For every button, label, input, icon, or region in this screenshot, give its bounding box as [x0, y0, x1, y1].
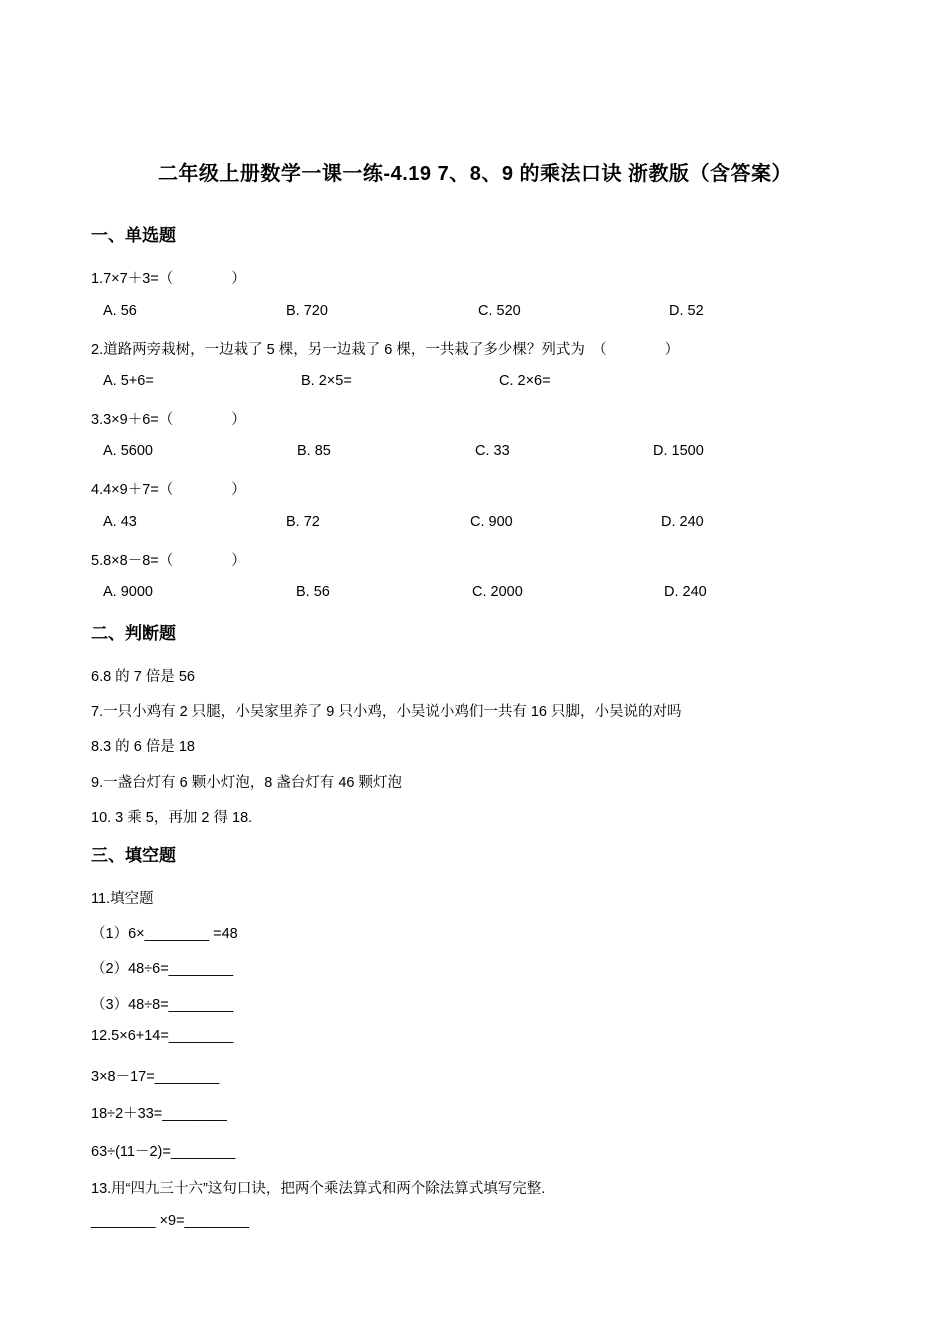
question-5-option-b: B. 56	[296, 584, 330, 600]
fill-question-11-stem: 11.填空题	[91, 891, 154, 907]
judge-question-6: 6.8 的 7 倍是 56	[91, 669, 195, 685]
question-3-stem: 3.3×9＋6=（ ）	[91, 412, 246, 428]
judge-question-9: 9.一盏台灯有 6 颗小灯泡，8 盏台灯有 46 颗灯泡	[91, 775, 402, 791]
question-5-option-d: D. 240	[664, 584, 707, 600]
section-heading-single-choice: 一、单选题	[91, 226, 176, 245]
judge-question-8: 8.3 的 6 倍是 18	[91, 739, 195, 755]
judge-question-7: 7.一只小鸡有 2 只腿，小吴家里养了 9 只小鸡，小吴说小鸡们一共有 16 只脚，小吴说的对吗	[91, 704, 682, 720]
question-3-option-c: C. 33	[475, 443, 510, 459]
question-4-option-b: B. 72	[286, 514, 320, 530]
fill-question-12-line-1: 12.5×6+14=________	[91, 1028, 234, 1044]
document-title: 二年级上册数学一课一练-4.19 7、8、9 的乘法口诀 浙教版（含答案）	[157, 163, 793, 185]
fill-question-12-line-4: 63÷(11－2)=________	[91, 1144, 236, 1160]
question-5-stem: 5.8×8－8=（ ）	[91, 553, 246, 569]
question-2-option-b: B. 2×5=	[301, 373, 352, 389]
question-1-option-b: B. 720	[286, 303, 328, 319]
question-4-option-a: A. 43	[103, 514, 137, 530]
question-2-option-c: C. 2×6=	[499, 373, 551, 389]
question-4-option-d: D. 240	[661, 514, 704, 530]
section-heading-fill-in: 三、填空题	[91, 846, 176, 865]
fill-question-11-part-1: （1）6×________ =48	[91, 926, 238, 942]
question-1-stem: 1.7×7＋3=（ ）	[91, 271, 246, 287]
question-1-option-a: A. 56	[103, 303, 137, 319]
question-5-option-a: A. 9000	[103, 584, 153, 600]
fill-question-11-part-2: （2）48÷6=________	[91, 961, 234, 977]
question-2-stem: 2.道路两旁栽树，一边栽了 5 棵，另一边栽了 6 棵，一共栽了多少棵？列式为 （ ）	[91, 342, 680, 358]
question-1-option-d: D. 52	[669, 303, 704, 319]
fill-question-12-line-2: 3×8－17=________	[91, 1069, 220, 1085]
fill-question-13-line-1: ________ ×9=________	[91, 1213, 250, 1229]
section-heading-true-false: 二、判断题	[91, 624, 176, 643]
question-3-option-b: B. 85	[297, 443, 331, 459]
fill-question-13-stem: 13.用“四九三十六”这句口诀，把两个乘法算式和两个除法算式填写完整.	[91, 1181, 546, 1197]
question-4-option-c: C. 900	[470, 514, 513, 530]
question-3-option-a: A. 5600	[103, 443, 153, 459]
question-1-option-c: C. 520	[478, 303, 521, 319]
question-2-option-a: A. 5+6=	[103, 373, 154, 389]
question-5-option-c: C. 2000	[472, 584, 523, 600]
question-4-stem: 4.4×9＋7=（ ）	[91, 482, 246, 498]
fill-question-11-part-3: （3）48÷8=________	[91, 997, 234, 1013]
question-3-option-d: D. 1500	[653, 443, 704, 459]
fill-question-12-line-3: 18÷2＋33=________	[91, 1106, 227, 1122]
judge-question-10: 10. 3 乘 5，再加 2 得 18.	[91, 810, 253, 826]
